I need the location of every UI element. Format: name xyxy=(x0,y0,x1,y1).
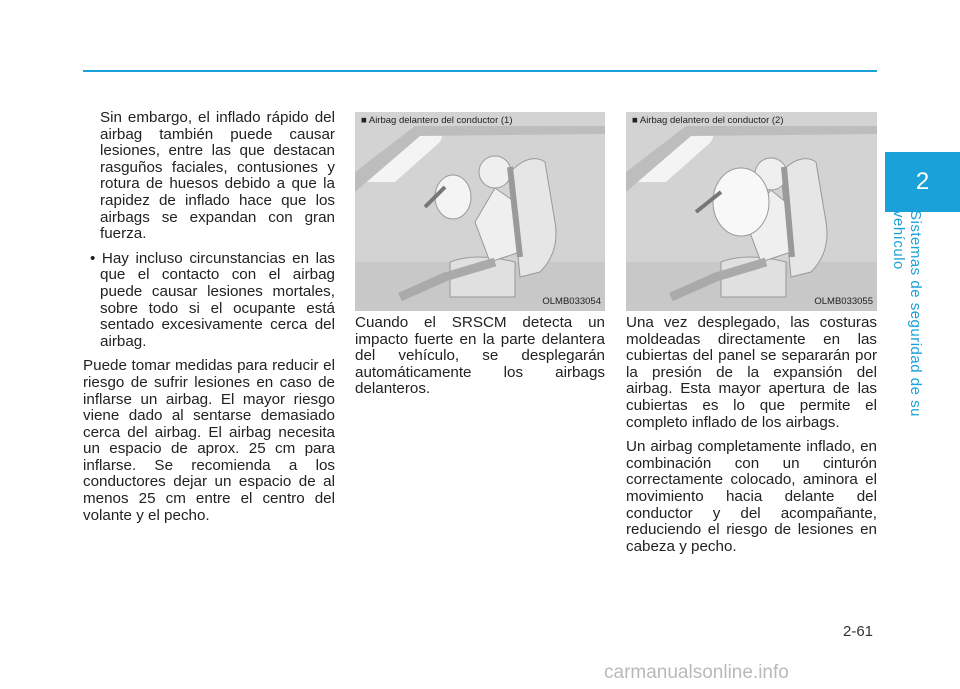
header-rule xyxy=(83,70,877,72)
chapter-number: 2 xyxy=(915,168,930,195)
driver-airbag-illustration-1 xyxy=(355,112,605,311)
watermark: carmanualsonline.info xyxy=(604,662,789,683)
figure-caption: ■ Airbag delantero del conductor (1) xyxy=(361,115,513,126)
paragraph: Una vez desplegado, las costuras moldeadas directamente en las cubiertas del panel se separarán por la presión de la expansión del airbag. Esta mayor apertura de las cubiertas es lo que permite el completo inflado de los airbags. xyxy=(626,314,877,431)
chapter-title: Sistemas de seguridad de su vehículo xyxy=(890,210,924,417)
figure-caption: ■ Airbag delantero del conductor (2) xyxy=(632,115,784,126)
driver-airbag-illustration-2 xyxy=(626,112,877,311)
paragraph: Puede tomar medidas para reducir el riesgo de sufrir lesiones en caso de inflarse un airbag. El mayor riesgo viene dado al sentarse demasiado cerca del airbag. El airbag necesita un espacio de aprox. 25 cm para inflarse. Se recomienda a los conductores dejar un espacio de al menos 25 cm entre el centro del volante y el pecho. xyxy=(83,357,335,524)
figure-airbag-1 xyxy=(355,112,605,311)
paragraph: Cuando el SRSCM detecta un impacto fuerte en la parte delantera del vehículo, se desplegarán automáticamente los airbags delanteros. xyxy=(355,314,605,398)
bullet-item: • Hay incluso circunstancias en las que el contacto con el airbag puede causar lesiones mortales, sobre todo si el ocupante está sentado excesivamente cerca del airbag. xyxy=(90,249,335,350)
text-column-1 xyxy=(83,110,335,532)
figure-code: OLMB033055 xyxy=(814,296,873,307)
paragraph-continued: Sin embargo, el inflado rápido del airbag también puede causar lesiones, entre las que destacan rasguños faciales, contusiones y rotura de huesos debido a que la rapidez de inflado hace que los airbags se expandan con gran fuerza. xyxy=(100,109,335,243)
paragraph: Un airbag completamente inflado, en combinación con un cinturón correctamente colocado, aminora el movimiento hacia delante del conductor y del acompañante, reduciendo el riesgo de lesiones en cabeza y pecho. xyxy=(626,438,877,555)
text-column-2 xyxy=(355,315,605,406)
figure-code: OLMB033054 xyxy=(542,296,601,307)
figure-airbag-2 xyxy=(626,112,877,311)
page-number: 2-61 xyxy=(843,623,874,640)
chapter-tab xyxy=(885,152,960,212)
text-column-3 xyxy=(626,315,877,563)
